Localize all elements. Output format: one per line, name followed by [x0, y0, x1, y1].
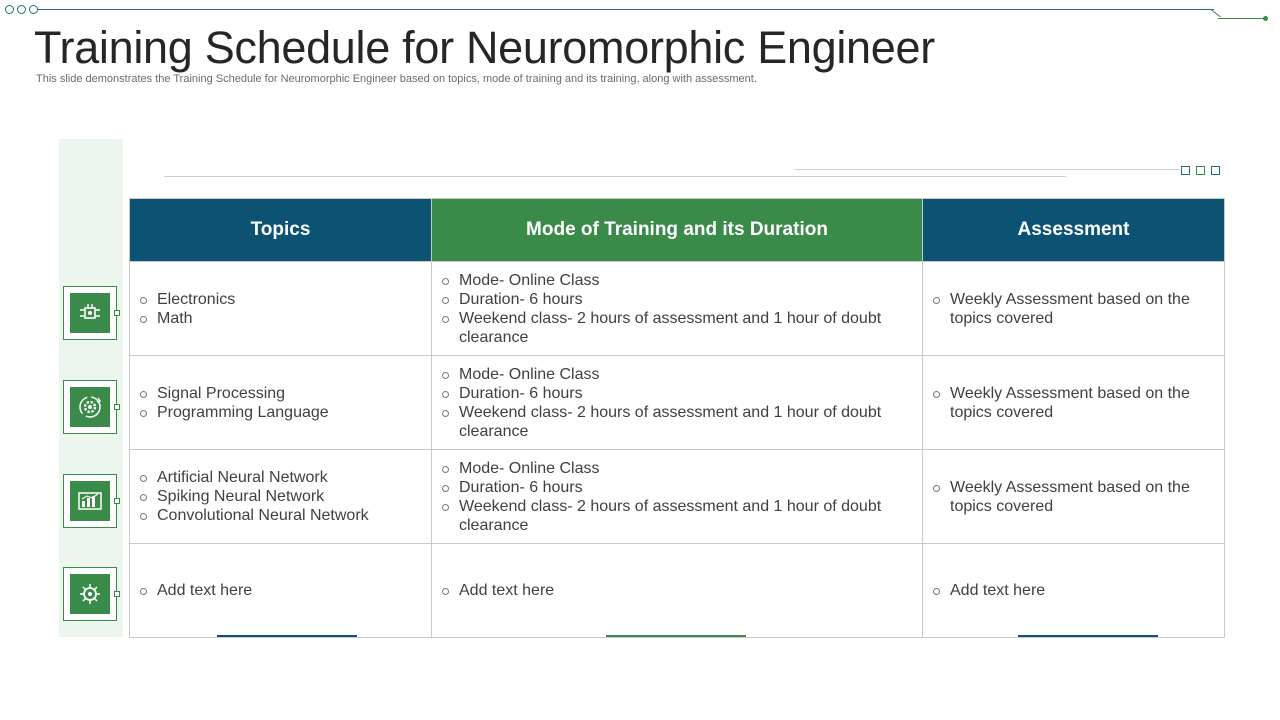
slide-title: Training Schedule for Neuromorphic Engineer [34, 22, 935, 73]
decor-line-right [1218, 18, 1266, 19]
topics-cell [130, 450, 432, 544]
header-mode: Mode of Training and its Duration [432, 199, 923, 262]
topics-cell [130, 356, 432, 450]
list-item: Programming Language [140, 403, 423, 422]
list-item: Signal Processing [140, 384, 423, 403]
list-item: Artificial Neural Network [140, 468, 423, 487]
decor-line [794, 169, 1180, 170]
assessment-cell [923, 450, 1225, 544]
topics-cell [130, 544, 432, 638]
mode-cell [432, 544, 923, 638]
slide-subtitle: This slide demonstrates the Training Schedule for Neuromorphic Engineer based on topics, mode of training and its training, along with assessment. [36, 73, 757, 85]
decor-circle [17, 5, 26, 14]
list-item: Mode- Online Class [442, 365, 914, 384]
row-icon-box [63, 380, 117, 434]
row-icon-box [63, 286, 117, 340]
gear-cycle-icon [77, 394, 103, 420]
header-assessment: Assessment [923, 199, 1225, 262]
mode-cell [432, 356, 923, 450]
network-chart-icon [77, 490, 103, 512]
list-item: Convolutional Neural Network [140, 506, 423, 525]
decor-circle [29, 5, 38, 14]
list-item: Duration- 6 hours [442, 290, 914, 309]
list-item: Add text here [442, 581, 914, 600]
assessment-cell [923, 356, 1225, 450]
list-item: Weekly Assessment based on the topics covered [933, 384, 1216, 422]
table-row [130, 262, 1225, 356]
list-item: Spiking Neural Network [140, 487, 423, 506]
list-item: Mode- Online Class [442, 459, 914, 478]
list-item: Weekend class- 2 hours of assessment and 1 hour of doubt clearance [442, 403, 914, 441]
decor-square [1211, 166, 1220, 175]
table-row [130, 544, 1225, 638]
row-icon-box [63, 474, 117, 528]
list-item: Add text here [140, 581, 423, 600]
bottom-accent-bar [217, 635, 357, 637]
topics-cell [130, 262, 432, 356]
decor-line [164, 176, 1066, 177]
list-item: Weekend class- 2 hours of assessment and 1 hour of doubt clearance [442, 309, 914, 347]
decor-diagonal [1211, 9, 1221, 17]
assessment-cell [923, 544, 1225, 638]
bottom-accent-bar [606, 635, 746, 637]
table-row [130, 356, 1225, 450]
list-item: Weekly Assessment based on the topics covered [933, 478, 1216, 516]
row-icon-box [63, 567, 117, 621]
assessment-cell [923, 262, 1225, 356]
table-row [130, 450, 1225, 544]
circuit-icon [78, 302, 102, 324]
training-schedule-table [129, 198, 1225, 638]
list-item: Mode- Online Class [442, 271, 914, 290]
decor-square [1196, 166, 1205, 175]
list-item: Duration- 6 hours [442, 478, 914, 497]
top-divider-line [38, 9, 1214, 10]
header-topics: Topics [130, 199, 432, 262]
decor-dot [1263, 16, 1268, 21]
mode-cell [432, 262, 923, 356]
decor-circle [5, 5, 14, 14]
chip-icon [78, 582, 102, 606]
list-item: Weekend class- 2 hours of assessment and 1 hour of doubt clearance [442, 497, 914, 535]
bottom-accent-bar [1018, 635, 1158, 637]
list-item: Weekly Assessment based on the topics covered [933, 290, 1216, 328]
list-item: Math [140, 309, 423, 328]
table-header-row [130, 199, 1225, 262]
list-item: Add text here [933, 581, 1216, 600]
list-item: Duration- 6 hours [442, 384, 914, 403]
mode-cell [432, 450, 923, 544]
list-item: Electronics [140, 290, 423, 309]
decor-square [1181, 166, 1190, 175]
